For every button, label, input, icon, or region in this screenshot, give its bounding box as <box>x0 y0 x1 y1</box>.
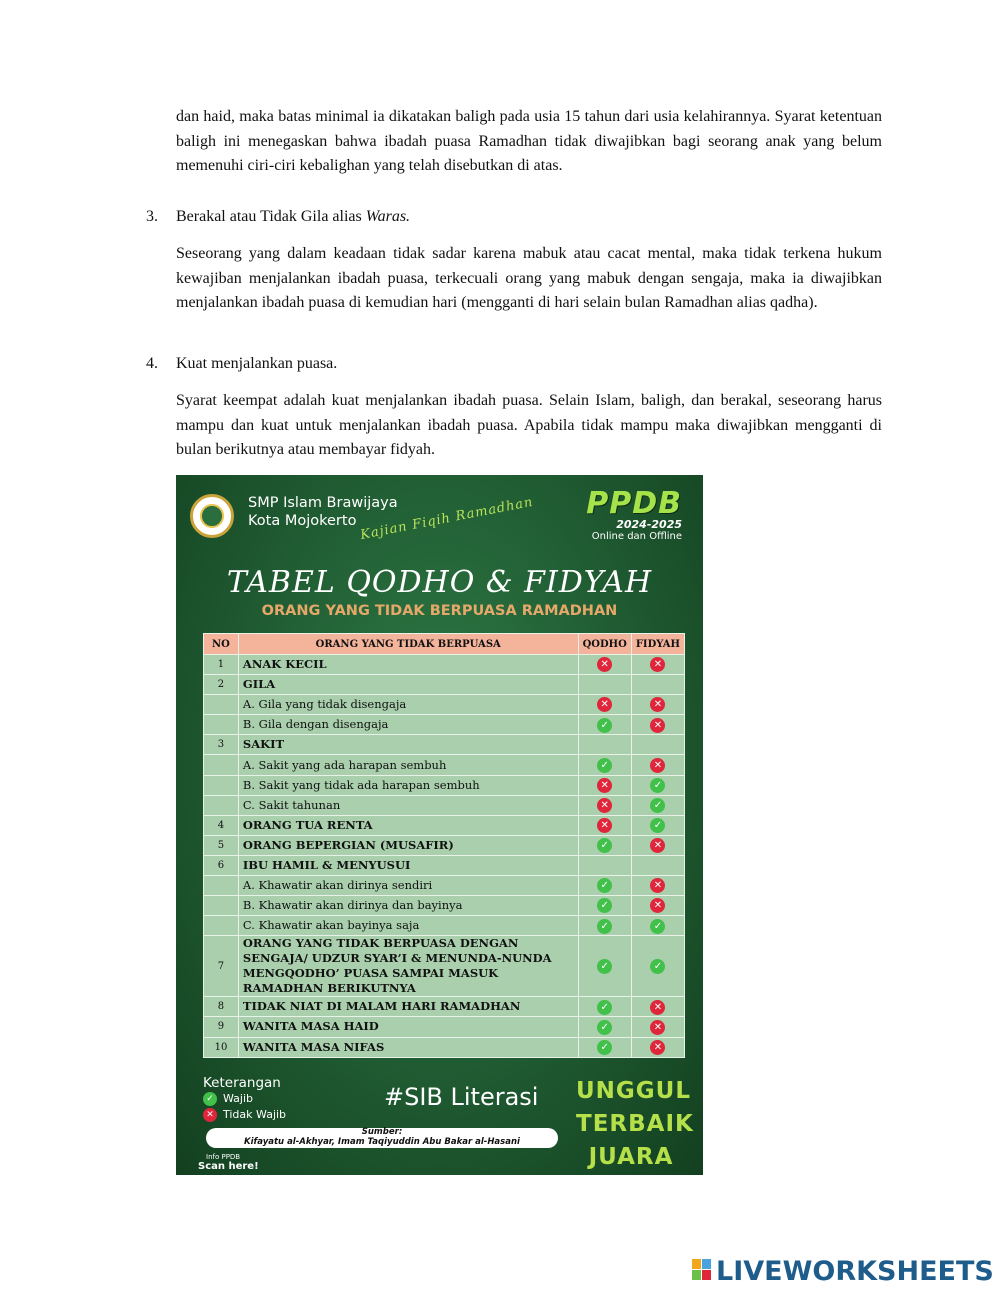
row-fidyah <box>631 1017 684 1037</box>
cross-icon: ✕ <box>650 838 665 853</box>
row-qodho <box>578 815 631 835</box>
hashtag-label: #SIB Literasi <box>384 1083 539 1111</box>
school-name-line1: SMP Islam Brawijaya <box>248 495 398 511</box>
motto-line: TERBAIK <box>576 1111 694 1137</box>
row-qodho <box>578 655 631 675</box>
row-label: C. Khawatir akan bayinya saja <box>238 916 578 936</box>
cross-icon: ✕ <box>650 898 665 913</box>
scan-here: Scan here! <box>198 1161 259 1172</box>
table-row <box>204 835 685 855</box>
table-row <box>204 675 685 695</box>
cross-icon: ✕ <box>597 697 612 712</box>
source-box <box>206 1128 558 1148</box>
school-name-line2: Kota Mojokerto <box>248 513 357 529</box>
row-qodho <box>578 695 631 715</box>
cross-icon: ✕ <box>597 798 612 813</box>
cross-icon: ✕ <box>597 818 612 833</box>
check-icon: ✓ <box>597 718 612 733</box>
item-4-heading: Kuat menjalankan puasa. <box>176 355 338 372</box>
row-qodho <box>578 835 631 855</box>
row-qodho <box>578 675 631 695</box>
check-icon: ✓ <box>597 1020 612 1035</box>
table-row <box>204 1017 685 1037</box>
row-fidyah <box>631 735 684 755</box>
table-row <box>204 815 685 835</box>
header-qodho: QODHO <box>578 634 631 655</box>
check-icon: ✓ <box>650 798 665 813</box>
row-qodho <box>578 855 631 875</box>
cross-icon: ✕ <box>597 778 612 793</box>
motto <box>576 1075 694 1174</box>
legend-no <box>203 1108 286 1122</box>
row-number <box>204 695 239 715</box>
header-no: NO <box>204 634 239 655</box>
row-label: ORANG TUA RENTA <box>238 815 578 835</box>
row-label: B. Khawatir akan dirinya dan bayinya <box>238 896 578 916</box>
row-fidyah <box>631 835 684 855</box>
ppdb-mode: Online dan Offline <box>591 531 682 542</box>
check-icon: ✓ <box>597 758 612 773</box>
table-header-row <box>204 634 685 655</box>
row-number: 8 <box>204 997 239 1017</box>
row-label: WANITA MASA NIFAS <box>238 1037 578 1057</box>
qodho-fidyah-table <box>203 633 685 1058</box>
row-label: ORANG YANG TIDAK BERPUASA DENGAN SENGAJA/ UDZUR SYAR’I & MENUNDA-NUNDA MENGQODHO’ PUASA SAMPAI MASUK RAMADHAN BERIKUTNYA <box>238 936 578 997</box>
row-number <box>204 775 239 795</box>
school-logo-icon <box>190 494 234 538</box>
row-number <box>204 916 239 936</box>
item-4-number: 4. <box>146 355 158 372</box>
item-4-body: Syarat keempat adalah kuat menjalankan ibadah puasa. Selain Islam, baligh, dan berakal, seseorang harus mampu dan kuat untuk menjalankan ibadah puasa. Apabila tidak mampu maka diwajibkan mengganti di bulan berikutnya atau membayar fidyah. <box>176 392 882 458</box>
row-qodho <box>578 1017 631 1037</box>
table-row <box>204 896 685 916</box>
row-qodho <box>578 735 631 755</box>
cross-icon: ✕ <box>597 657 612 672</box>
row-fidyah <box>631 936 684 997</box>
row-fidyah <box>631 855 684 875</box>
motto-line: JUARA <box>588 1144 674 1170</box>
row-qodho <box>578 1037 631 1057</box>
table-row <box>204 695 685 715</box>
check-icon: ✓ <box>203 1092 217 1106</box>
ppdb-label: PPDB <box>586 486 682 521</box>
check-icon: ✓ <box>650 818 665 833</box>
item-3-body: Seseorang yang dalam keadaan tidak sadar karena mabuk atau cacat mental, maka tidak terkena hukum kewajiban menjalankan ibadah puasa, terkecuali orang yang mabuk dengan sengaja, maka ia diwajibkan menjalankan ibadah puasa di kemudian hari (mengganti di hari selain bulan Ramadhan alias qadha). <box>176 245 882 311</box>
row-number: 5 <box>204 835 239 855</box>
cross-icon: ✕ <box>650 1020 665 1035</box>
row-fidyah <box>631 695 684 715</box>
check-icon: ✓ <box>597 838 612 853</box>
row-label: GILA <box>238 675 578 695</box>
row-qodho <box>578 715 631 735</box>
row-fidyah <box>631 876 684 896</box>
row-label: B. Sakit yang tidak ada harapan sembuh <box>238 775 578 795</box>
liveworksheets-brand[interactable]: LIVEWORKSHEETS <box>716 1256 994 1287</box>
row-qodho <box>578 775 631 795</box>
row-label: WANITA MASA HAID <box>238 1017 578 1037</box>
table-row <box>204 1037 685 1057</box>
row-label: C. Sakit tahunan <box>238 795 578 815</box>
row-fidyah <box>631 795 684 815</box>
check-icon: ✓ <box>597 1000 612 1015</box>
check-icon: ✓ <box>597 959 612 974</box>
table-row <box>204 916 685 936</box>
info-ppdb: Info PPDB <box>206 1153 241 1161</box>
motto-line: UNGGUL <box>576 1078 692 1104</box>
item-3-heading-text: Berakal atau Tidak Gila alias <box>176 208 366 225</box>
row-fidyah <box>631 755 684 775</box>
header-fidyah: FIDYAH <box>631 634 684 655</box>
row-fidyah <box>631 775 684 795</box>
legend-yes <box>203 1092 253 1106</box>
cross-icon: ✕ <box>650 758 665 773</box>
row-number: 1 <box>204 655 239 675</box>
row-fidyah <box>631 655 684 675</box>
row-number: 7 <box>204 936 239 997</box>
table-row <box>204 876 685 896</box>
row-fidyah <box>631 715 684 735</box>
cross-icon: ✕ <box>650 718 665 733</box>
poster-title: TABEL QODHO & FIDYAH <box>226 565 653 600</box>
row-qodho <box>578 896 631 916</box>
row-label: IBU HAMIL & MENYUSUI <box>238 855 578 875</box>
table-row <box>204 775 685 795</box>
poster-subtitle: ORANG YANG TIDAK BERPUASA RAMADHAN <box>261 603 618 619</box>
row-label: ANAK KECIL <box>238 655 578 675</box>
check-icon: ✓ <box>597 1040 612 1055</box>
row-fidyah <box>631 675 684 695</box>
row-qodho <box>578 916 631 936</box>
row-number: 3 <box>204 735 239 755</box>
ppdb-badge <box>566 486 682 543</box>
row-qodho <box>578 795 631 815</box>
row-label: B. Gila dengan disengaja <box>238 715 578 735</box>
row-label: A. Sakit yang ada harapan sembuh <box>238 755 578 775</box>
item-3-heading-em: Waras. <box>365 208 411 225</box>
row-label: A. Khawatir akan dirinya sendiri <box>238 876 578 896</box>
table-row <box>204 735 685 755</box>
row-label: ORANG BEPERGIAN (MUSAFIR) <box>238 835 578 855</box>
table-row <box>204 997 685 1017</box>
row-number <box>204 715 239 735</box>
row-fidyah <box>631 1037 684 1057</box>
table-row <box>204 655 685 675</box>
ppdb-year: 2024-2025 <box>616 518 682 531</box>
cross-icon: ✕ <box>203 1108 217 1122</box>
check-icon: ✓ <box>597 919 612 934</box>
row-fidyah <box>631 896 684 916</box>
source-text: Kifayatu al-Akhyar, Imam Taqiyuddin Abu Bakar al-Hasani <box>244 1136 520 1147</box>
cross-icon: ✕ <box>650 1040 665 1055</box>
liveworksheets-logo-icon <box>692 1259 712 1281</box>
row-label: TIDAK NIAT DI MALAM HARI RAMADHAN <box>238 997 578 1017</box>
item-3-number: 3. <box>146 208 158 225</box>
row-label: SAKIT <box>238 735 578 755</box>
item-3-heading <box>176 205 410 230</box>
row-qodho <box>578 936 631 997</box>
header-label: ORANG YANG TIDAK BERPUASA <box>238 634 578 655</box>
table-row <box>204 795 685 815</box>
row-number <box>204 795 239 815</box>
row-number <box>204 876 239 896</box>
row-number: 6 <box>204 855 239 875</box>
row-fidyah <box>631 815 684 835</box>
row-fidyah <box>631 997 684 1017</box>
table-row <box>204 855 685 875</box>
check-icon: ✓ <box>650 919 665 934</box>
cross-icon: ✕ <box>650 657 665 672</box>
poster-image <box>176 475 703 1175</box>
legend-yes-label: Wajib <box>223 1092 254 1105</box>
cross-icon: ✕ <box>650 1000 665 1015</box>
row-number <box>204 755 239 775</box>
row-qodho <box>578 997 631 1017</box>
check-icon: ✓ <box>597 898 612 913</box>
row-qodho <box>578 755 631 775</box>
table-row <box>204 755 685 775</box>
row-number: 2 <box>204 675 239 695</box>
row-label: A. Gila yang tidak disengaja <box>238 695 578 715</box>
check-icon: ✓ <box>650 959 665 974</box>
row-number <box>204 896 239 916</box>
check-icon: ✓ <box>650 778 665 793</box>
row-number: 10 <box>204 1037 239 1057</box>
cross-icon: ✕ <box>650 878 665 893</box>
source-label: Sumber: <box>361 1127 403 1137</box>
check-icon: ✓ <box>597 878 612 893</box>
kajian-label: Kajian Fiqih Ramadhan <box>359 494 535 543</box>
row-qodho <box>578 876 631 896</box>
row-number: 9 <box>204 1017 239 1037</box>
intro-paragraph: dan haid, maka batas minimal ia dikatakan baligh pada usia 15 tahun dari usia kelahirannya. Syarat ketentuan baligh ini menegaskan bahwa ibadah puasa Ramadhan tidak diwajibkan bagi seorang anak yang belum memenuhi ciri-ciri kebalighan yang telah disebutkan di atas. <box>176 108 882 174</box>
cross-icon: ✕ <box>650 697 665 712</box>
table-row <box>204 715 685 735</box>
table-row <box>204 936 685 997</box>
row-number: 4 <box>204 815 239 835</box>
legend-title: Keterangan <box>203 1075 281 1091</box>
legend-no-label: Tidak Wajib <box>223 1108 287 1121</box>
row-fidyah <box>631 916 684 936</box>
